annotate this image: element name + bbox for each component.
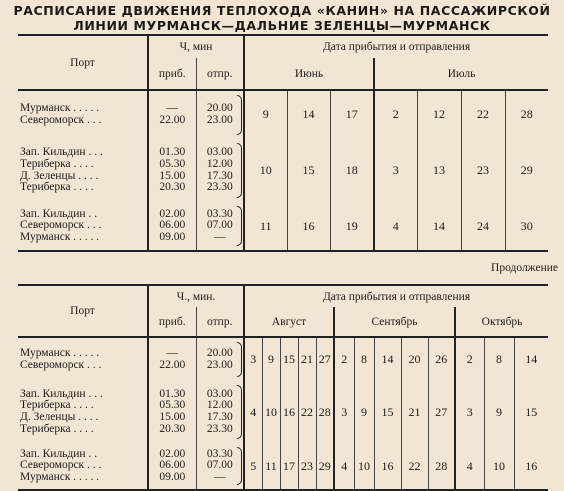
month-october: Октябрь	[455, 307, 548, 337]
date-cell: 3	[244, 337, 262, 381]
time-header: Ч, мин	[148, 35, 244, 58]
date-cell: 13	[417, 139, 461, 203]
date-cell: 16	[287, 202, 330, 251]
date-cell: 10	[354, 443, 374, 490]
dates-header-2: Дата прибытия и отправления	[244, 285, 548, 307]
port-names: Мурманск . . . . . Североморск . . .	[18, 337, 148, 381]
date-cell: 29	[316, 443, 334, 490]
date-cell: 21	[401, 381, 428, 443]
title-line-1: РАСПИСАНИЕ ДВИЖЕНИЯ ТЕПЛОХОДА «КАНИН» НА ПАССАЖИРСКОЙ	[13, 3, 551, 18]
date-cell: 19	[330, 202, 374, 251]
continuation-label: Продолжение	[491, 262, 558, 274]
departure-times: 03.30 07.00 —	[196, 443, 244, 490]
date-cell: 16	[280, 381, 298, 443]
page-title	[6, 3, 558, 33]
port-header: Порт	[18, 35, 148, 90]
departure-times: 20.00 23.00	[196, 90, 244, 139]
date-cell: 11	[244, 202, 287, 251]
departure-times: 03.00 12.00 17.30 23.30	[196, 381, 244, 443]
date-cell: 2	[374, 90, 417, 139]
date-cell: 3	[455, 381, 484, 443]
date-cell: 14	[514, 337, 548, 381]
date-cell: 4	[455, 443, 484, 490]
arrival-times: — 22.00	[148, 337, 196, 381]
departure-times: 03.30 07.00 —	[196, 202, 244, 251]
date-cell: 8	[354, 337, 374, 381]
date-cell: 18	[330, 139, 374, 203]
arrival-times: — 22.00	[148, 90, 196, 139]
date-cell: 15	[374, 381, 401, 443]
month-july: Июль	[374, 58, 548, 90]
port-names: Зап. Кильдин . . Североморск . . . Мурманск . . . . .	[18, 202, 148, 251]
port-names: Зап. Кильдин . . . Териберка . . . . Д. Зеленцы . . . . Териберка . . . .	[20, 387, 103, 435]
port-names: Зап. Кильдин . . . Териберка . . . . Д. Зеленцы . . . . Териберка . . . .	[20, 146, 103, 194]
date-cell: 22	[461, 90, 505, 139]
date-cell: 9	[244, 90, 287, 139]
schedule-table-aug-oct	[18, 284, 548, 491]
date-cell: 3	[334, 381, 354, 443]
schedule-group-row	[18, 443, 548, 490]
date-cell: 5	[244, 443, 262, 490]
date-cell: 15	[280, 337, 298, 381]
date-cell: 14	[417, 202, 461, 251]
date-cell: 12	[417, 90, 461, 139]
port-names: Зап. Кильдин . . Североморск . . . Мурманск . . . . .	[18, 443, 148, 490]
date-cell: 3	[374, 139, 417, 203]
schedule-group-row	[18, 202, 548, 251]
schedule-group-row	[18, 381, 548, 443]
arrival-times: 02.00 06.00 09.00	[148, 202, 196, 251]
date-cell: 22	[298, 381, 316, 443]
schedule-group-row	[18, 337, 548, 381]
departure-times: 20.00 23.00	[196, 337, 244, 381]
departure-header-2: отпр.	[196, 307, 244, 337]
date-cell: 16	[374, 443, 401, 490]
arrival-times: 01.30 05.30 15.00 20.30	[148, 139, 196, 203]
date-cell: 10	[244, 139, 287, 203]
dates-header: Дата прибытия и отправления	[244, 35, 548, 58]
date-cell: 10	[262, 381, 280, 443]
month-september: Сентябрь	[334, 307, 455, 337]
date-cell: 21	[298, 337, 316, 381]
date-cell: 4	[374, 202, 417, 251]
date-cell: 15	[514, 381, 548, 443]
arrival-times: 02.00 06.00 09.00	[148, 443, 196, 490]
port-names: Мурманск . . . . . Североморск . . .	[18, 90, 148, 139]
date-cell: 9	[354, 381, 374, 443]
schedule-group-row	[18, 139, 548, 203]
arrival-header: приб.	[148, 58, 196, 90]
date-cell: 29	[505, 139, 548, 203]
date-cell: 23	[298, 443, 316, 490]
arrival-header-2: приб.	[148, 307, 196, 337]
date-cell: 11	[262, 443, 280, 490]
date-cell: 8	[484, 337, 514, 381]
month-august: Август	[244, 307, 334, 337]
departure-header: отпр.	[196, 58, 244, 90]
date-cell: 2	[334, 337, 354, 381]
date-cell: 30	[505, 202, 548, 251]
date-cell: 14	[374, 337, 401, 381]
schedule-group-row	[18, 90, 548, 139]
date-cell: 15	[287, 139, 330, 203]
arrival-times: 01.30 05.30 15.00 20.30	[148, 381, 196, 443]
date-cell: 28	[505, 90, 548, 139]
date-cell: 24	[461, 202, 505, 251]
port-header-2: Порт	[18, 285, 148, 337]
date-cell: 16	[514, 443, 548, 490]
date-cell: 4	[334, 443, 354, 490]
departure-times: 03.00 12.00 17.30 23.30	[196, 139, 244, 203]
date-cell: 9	[484, 381, 514, 443]
date-cell: 17	[280, 443, 298, 490]
date-cell: 23	[461, 139, 505, 203]
date-cell: 2	[455, 337, 484, 381]
date-cell: 9	[262, 337, 280, 381]
title-line-2: ЛИНИИ МУРМАНСК—ДАЛЬНИЕ ЗЕЛЕНЦЫ—МУРМАНСК	[73, 18, 491, 33]
date-cell: 27	[316, 337, 334, 381]
date-cell: 28	[316, 381, 334, 443]
month-june: Июнь	[244, 58, 374, 90]
date-cell: 4	[244, 381, 262, 443]
date-cell: 14	[287, 90, 330, 139]
schedule-table-june-july	[18, 34, 548, 252]
date-cell: 27	[428, 381, 455, 443]
date-cell: 22	[401, 443, 428, 490]
date-cell: 20	[401, 337, 428, 381]
date-cell: 17	[330, 90, 374, 139]
date-cell: 26	[428, 337, 455, 381]
date-cell: 10	[484, 443, 514, 490]
date-cell: 28	[428, 443, 455, 490]
time-header-2: Ч., мин.	[148, 285, 244, 307]
